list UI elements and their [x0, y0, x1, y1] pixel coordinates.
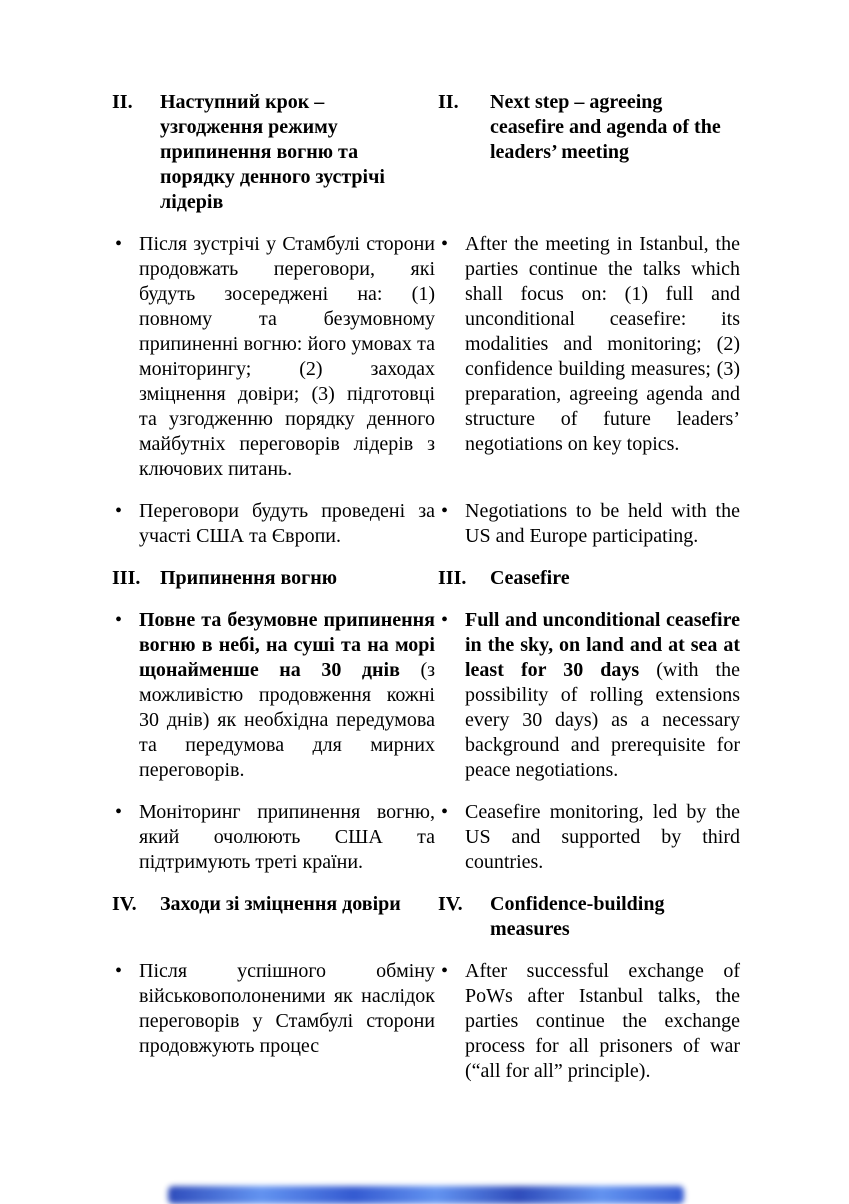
section-heading-ua — [112, 90, 437, 215]
bullet-text-ua — [139, 232, 437, 482]
section-heading-ua — [112, 892, 437, 942]
bullet-bold-en: Full and unconditional ceasefire in the sky, on land and at sea at least for 30 days — [465, 609, 740, 681]
bullet-text-en — [465, 232, 742, 457]
bullet-normal-en: Negotiations to be held with the US and Europe participating. — [465, 500, 740, 547]
bullet-row — [112, 499, 742, 549]
bullet-row — [112, 608, 742, 783]
bullet-text-en — [465, 800, 742, 875]
bullet-item-en — [437, 800, 742, 875]
section-heading-row — [112, 566, 742, 591]
bullet-normal-en: Ceasefire monitoring, led by the US and supported by third countries. — [465, 801, 740, 873]
bullet-item-en — [437, 608, 742, 783]
document-page — [112, 90, 742, 1101]
bullet-icon: • — [441, 609, 449, 631]
bullet-row — [112, 800, 742, 875]
bullet-text-ua — [139, 800, 437, 875]
section-heading-row — [112, 90, 742, 215]
bullet-normal-ua: Переговори будуть проведені за участі США та Європи. — [139, 500, 435, 547]
section-heading-row — [112, 892, 742, 942]
bullet-item-ua — [112, 608, 437, 783]
section-title-ua: Наступний крок – узгодження режиму припинення вогню та порядку денного зустрічі лідерів — [160, 91, 385, 213]
bullet-icon: • — [441, 960, 449, 982]
section-heading-en — [437, 90, 742, 215]
bullet-item-ua — [112, 232, 437, 482]
section-heading-en — [437, 892, 742, 942]
section-heading-en — [437, 566, 742, 591]
bullet-normal-en: After successful exchange of PoWs after Istanbul talks, the parties continue the exchange process for all prisoners of war (“all for all” principle). — [465, 960, 740, 1082]
bullet-normal-en: After the meeting in Istanbul, the parties continue the talks which shall focus on: (1) full and unconditional ceasefire: its modalities and monitoring; (2) confidence building measures; (3) preparation, agreeing agenda and structure of future leaders’ negotiations on key topics. — [465, 233, 740, 455]
section-title-en: Confidence-building measures — [490, 893, 665, 940]
section-number-ua: III. — [112, 567, 141, 589]
bullet-item-en — [437, 232, 742, 482]
blurred-watermark — [168, 1186, 684, 1204]
bullet-icon: • — [441, 233, 449, 255]
section-number-en: III. — [438, 567, 467, 589]
bullet-normal-ua: Моніторинг припинення вогню, який очолюють США та підтримують треті країни. — [139, 801, 435, 873]
section-number-ua: IV. — [112, 893, 137, 915]
bullet-text-en — [465, 499, 742, 549]
section-title-ua: Заходи зі зміцнення довіри — [160, 893, 401, 915]
bullet-icon: • — [115, 960, 123, 982]
bullet-icon: • — [115, 233, 123, 255]
bullet-icon: • — [115, 500, 123, 522]
bullet-normal-ua: Після зустрічі у Стамбулі сторони продовжать переговори, які будуть зосереджені на: (1) повному та безумовному припиненні вогню: його умовах та моніторингу; (2) заходах зміцнення довіри; (3) підготовці та узгодженню порядку денного майбутніх переговорів лідерів з ключових питань. — [139, 233, 435, 480]
bullet-bold-ua: Повне та безумовне припинення вогню в небі, на суші та на морі щонайменше на 30 днів — [139, 609, 435, 681]
bullet-row — [112, 959, 742, 1084]
bullet-icon: • — [441, 801, 449, 823]
section-title-en: Next step – agreeing ceasefire and agenda of the leaders’ meeting — [490, 91, 721, 163]
bullet-normal-ua: Після успішного обміну військовополоненими як наслідок переговорів у Стамбулі сторони продовжують процес — [139, 960, 435, 1057]
bullet-normal-ua: (з можливістю продовження кожні 30 днів) як необхідна передумова та передумова для мирних переговорів. — [139, 659, 435, 781]
section-title-en: Ceasefire — [490, 567, 570, 589]
bullet-icon: • — [115, 801, 123, 823]
bullet-item-ua — [112, 959, 437, 1084]
bullet-text-ua — [139, 499, 437, 549]
section-title-ua: Припинення вогню — [160, 567, 338, 589]
bullet-row — [112, 232, 742, 482]
section-number-ua: II. — [112, 91, 133, 113]
bullet-item-en — [437, 499, 742, 549]
section-heading-ua — [112, 566, 437, 591]
section-number-en: II. — [438, 91, 459, 113]
bullet-text-ua — [139, 608, 437, 783]
bullet-text-en — [465, 959, 742, 1084]
bullet-item-en — [437, 959, 742, 1084]
bullet-text-en — [465, 608, 742, 783]
bullet-icon: • — [115, 609, 123, 631]
section-number-en: IV. — [438, 893, 463, 915]
bullet-text-ua — [139, 959, 437, 1059]
bullet-normal-en: (with the possibility of rolling extensions every 30 days) as a necessary background and prerequisite for peace negotiations. — [465, 659, 740, 781]
bullet-item-ua — [112, 499, 437, 549]
bullet-icon: • — [441, 500, 449, 522]
bullet-item-ua — [112, 800, 437, 875]
